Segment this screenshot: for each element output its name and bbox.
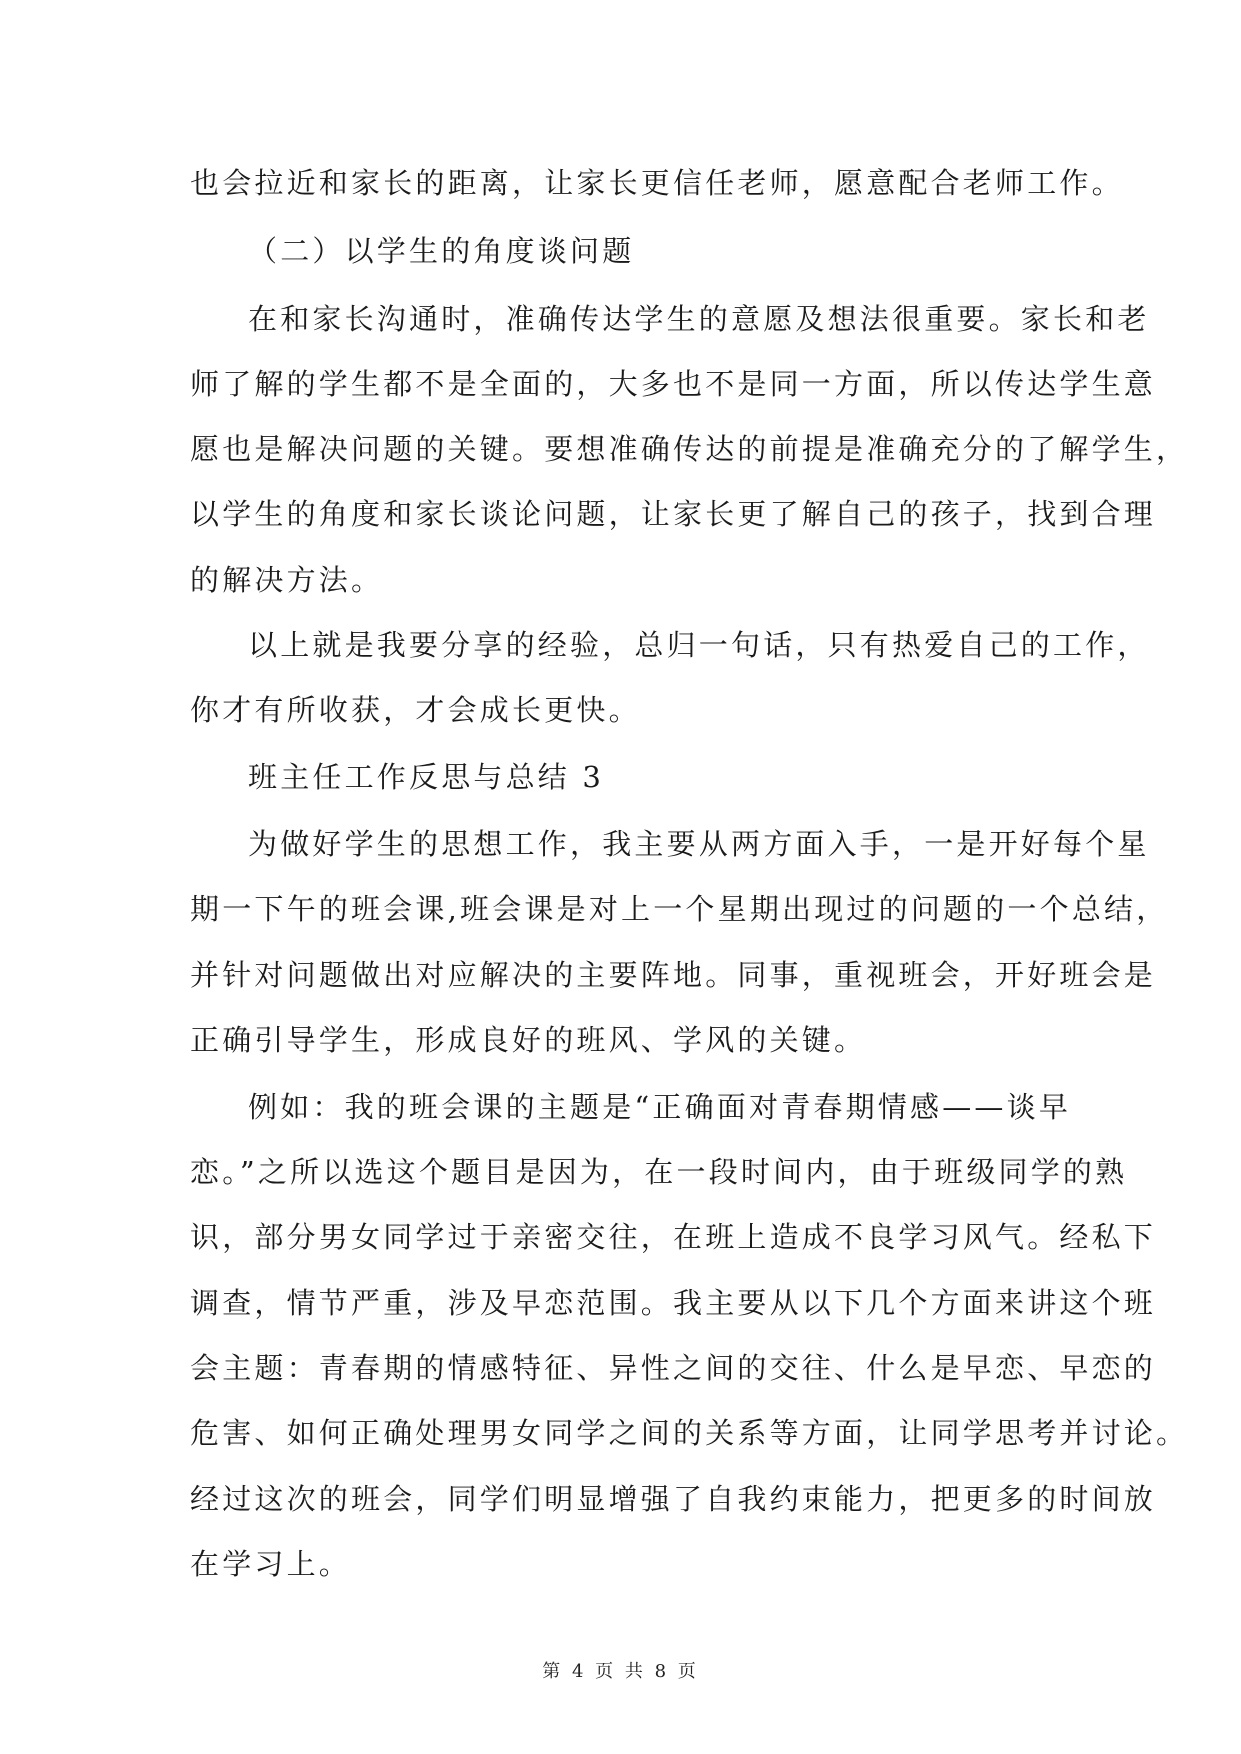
paragraph-line: 师了解的学生都不是全面的，大多也不是同一方面，所以传达学生意 [190, 367, 1157, 401]
paragraph-line: 期一下午的班会课,班会课是对上一个星期出现过的问题的一个总结， [190, 892, 1169, 926]
paragraph-line: 并针对问题做出对应解决的主要阵地。同事，重视班会，开好班会是 [190, 958, 1157, 992]
section-heading: 班主任工作反思与总结 3 [248, 760, 605, 794]
paragraph-line: 危害、如何正确处理男女同学之间的关系等方面，让同学思考并讨论。 [190, 1416, 1189, 1450]
paragraph-line: 以学生的角度和家长谈论问题，让家长更了解自己的孩子，找到合理 [190, 497, 1157, 531]
paragraph-line: 调查，情节严重，涉及早恋范围。我主要从以下几个方面来讲这个班 [190, 1286, 1157, 1320]
paragraph-line: 愿也是解决问题的关键。要想准确传达的前提是准确充分的了解学生， [190, 432, 1189, 466]
paragraph-line: 在和家长沟通时，准确传达学生的意愿及想法很重要。家长和老 [248, 302, 1150, 336]
paragraph-line: 恋。”之所以选这个题目是因为，在一段时间内，由于班级同学的熟 [190, 1155, 1128, 1189]
paragraph-line: 识，部分男女同学过于亲密交往，在班上造成不良学习风气。经私下 [190, 1220, 1157, 1254]
paragraph-line: 经过这次的班会，同学们明显增强了自我约束能力，把更多的时间放 [190, 1482, 1157, 1516]
page-footer: 第 4 页 共 8 页 [542, 1661, 699, 1682]
paragraph-line: 为做好学生的思想工作，我主要从两方面入手，一是开好每个星 [248, 827, 1150, 861]
section-heading: （二）以学生的角度谈问题 [248, 234, 635, 268]
paragraph-line: 在学习上。 [190, 1547, 352, 1581]
paragraph-line: 的解决方法。 [190, 563, 384, 597]
paragraph-line: 例如：我的班会课的主题是“正确面对青春期情感——谈早 [248, 1090, 1072, 1124]
paragraph-line: 会主题：青春期的情感特征、异性之间的交往、什么是早恋、早恋的 [190, 1351, 1157, 1385]
paragraph-line: 你才有所收获，才会成长更快。 [190, 693, 641, 727]
paragraph-line: 以上就是我要分享的经验，总归一句话，只有热爱自己的工作， [248, 628, 1150, 662]
paragraph-line: 正确引导学生，形成良好的班风、学风的关键。 [190, 1023, 867, 1057]
paragraph-line: 也会拉近和家长的距离，让家长更信任老师，愿意配合老师工作。 [190, 166, 1124, 200]
